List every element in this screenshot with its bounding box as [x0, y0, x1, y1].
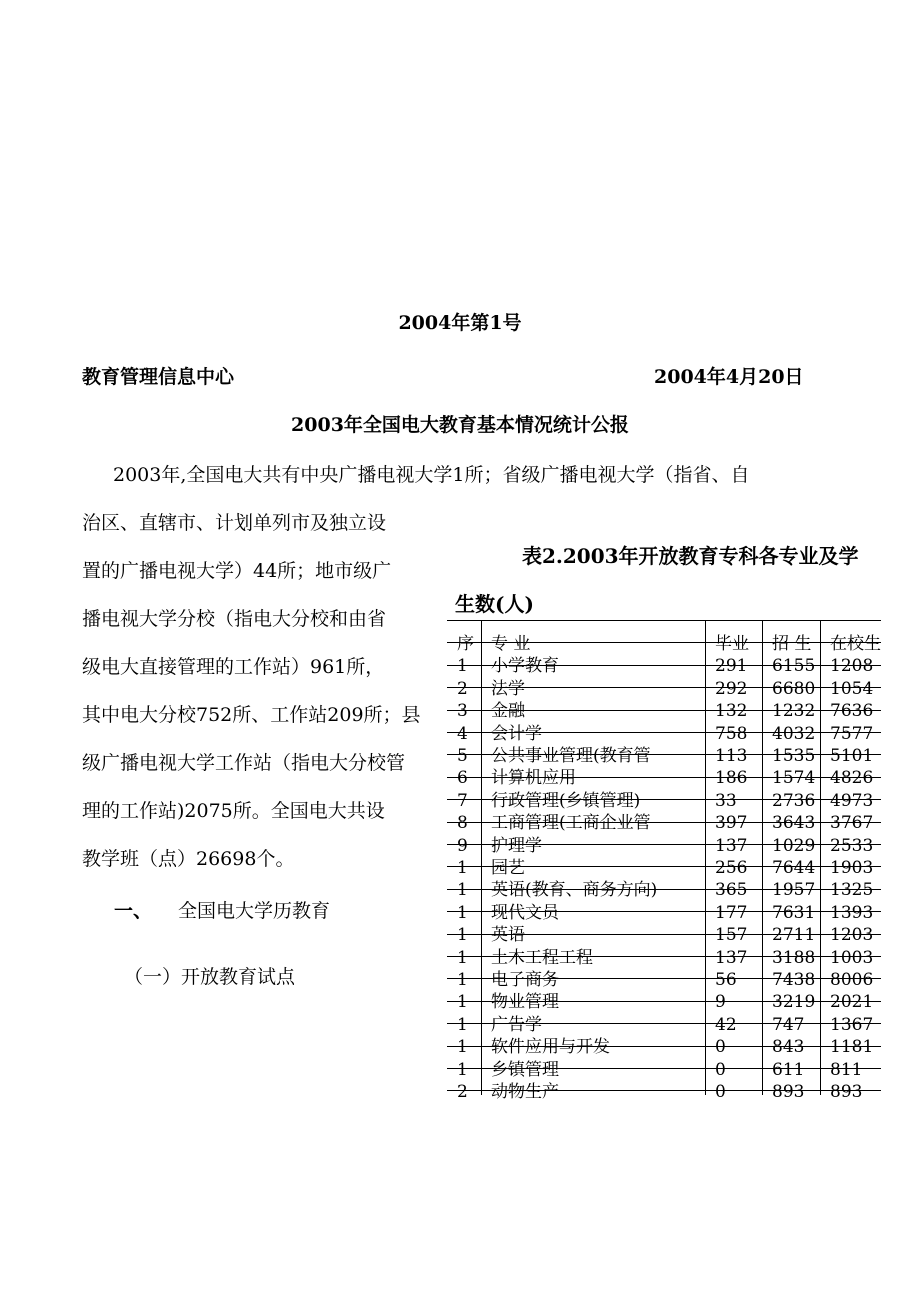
major-name: 园艺 [491, 858, 525, 878]
enrolled: 1029 [772, 835, 816, 856]
section-title: 全国电大学历教育 [178, 900, 331, 922]
graduates: 137 [715, 835, 748, 856]
body-line: 治区、直辖市、计划单列市及独立设 [82, 512, 387, 534]
graduates: 132 [715, 701, 748, 722]
in-school: 4973 [830, 790, 874, 811]
in-school: 3767 [830, 813, 874, 834]
body-line: 理的工作站)2075所。全国电大共设 [82, 800, 385, 822]
table-caption: 表2.2003年开放教育专科各专业及学 [522, 544, 859, 568]
enrolled: 3188 [772, 947, 816, 968]
in-school: 1208 [830, 656, 874, 677]
row-index: 1 [457, 1037, 468, 1058]
in-school: 2021 [830, 992, 874, 1013]
major-name: 行政管理(乡镇管理) [491, 790, 641, 811]
row-index: 6 [457, 768, 468, 789]
major-name: 物业管理 [491, 992, 559, 1013]
row-index: 1 [457, 970, 468, 990]
in-school: 在校生 [830, 634, 881, 654]
row-index: 3 [457, 701, 468, 722]
enrolled: 6680 [772, 678, 816, 699]
enrolled: 611 [772, 1059, 805, 1080]
in-school: 1903 [830, 858, 874, 878]
row-index: 7 [457, 790, 468, 811]
row-index: 2 [457, 1082, 468, 1102]
row-index: 9 [457, 835, 468, 856]
enrolled: 招 生 [772, 634, 812, 654]
major-name: 广告学 [491, 1014, 542, 1035]
table-grid [447, 620, 881, 1095]
major-name: 小学教育 [491, 656, 559, 677]
body-line: 置的广播电视大学）44所；地市级广 [82, 560, 392, 582]
graduates: 397 [715, 813, 748, 834]
row-index: 2 [457, 678, 468, 699]
body-line: 级电大直接管理的工作站）961所， [82, 656, 385, 678]
major-name: 软件应用与开发 [491, 1037, 610, 1058]
enrolled: 3219 [772, 992, 816, 1013]
row-index: 1 [457, 992, 468, 1013]
major-name: 计算机应用 [491, 768, 576, 789]
row-index: 8 [457, 813, 468, 834]
row-index: 1 [457, 1014, 468, 1035]
in-school: 5101 [830, 746, 874, 766]
graduates: 137 [715, 947, 748, 968]
graduates: 56 [715, 970, 737, 990]
enrolled: 1957 [772, 880, 816, 901]
enrolled: 2711 [772, 925, 816, 946]
in-school: 1203 [830, 925, 874, 946]
in-school: 7577 [830, 723, 874, 744]
intro-line: 2003年,全国电大共有中央广播电视大学1所；省级广播电视大学（指省、自 [113, 464, 750, 486]
row-index: 5 [457, 746, 468, 766]
row-index: 序 [457, 634, 474, 654]
enrolled: 1535 [772, 746, 816, 766]
major-name: 公共事业管理(教育管 [491, 746, 651, 766]
row-index: 1 [457, 1059, 468, 1080]
enrolled: 2736 [772, 790, 816, 811]
major-name: 土木工程工程 [491, 947, 593, 968]
body-line: 级广播电视大学工作站（指电大分校管 [82, 752, 406, 774]
graduates: 291 [715, 656, 748, 677]
in-school: 1367 [830, 1014, 874, 1035]
enrolled: 3643 [772, 813, 816, 834]
enrolled: 1574 [772, 768, 816, 789]
in-school: 8006 [830, 970, 874, 990]
body-line: 播电视大学分校（指电大分校和由省 [82, 608, 387, 630]
report-title: 2003年全国电大教育基本情况统计公报 [291, 414, 629, 436]
section-number: 一、 [114, 900, 153, 922]
graduates: 113 [715, 746, 748, 766]
enrolled: 6155 [772, 656, 816, 677]
row-index: 1 [457, 858, 468, 878]
major-name: 乡镇管理 [491, 1059, 559, 1080]
in-school: 1003 [830, 947, 874, 968]
graduates: 42 [715, 1014, 737, 1035]
enrolled: 747 [772, 1014, 805, 1035]
graduates: 186 [715, 768, 748, 789]
in-school: 7636 [830, 701, 874, 722]
major-name: 英语 [491, 925, 525, 946]
in-school: 1325 [830, 880, 874, 901]
publish-date: 2004年4月20日 [654, 366, 804, 388]
graduates: 9 [715, 992, 726, 1013]
in-school: 4826 [830, 768, 874, 789]
graduates: 177 [715, 902, 748, 923]
graduates: 292 [715, 678, 748, 699]
major-name: 专 业 [491, 634, 531, 654]
graduates: 365 [715, 880, 748, 901]
in-school: 811 [830, 1059, 863, 1080]
enrolled: 7644 [772, 858, 816, 878]
graduates: 33 [715, 790, 737, 811]
body-line: 其中电大分校752所、工作站209所；县 [82, 704, 421, 726]
major-name: 会计学 [491, 723, 542, 744]
graduates: 758 [715, 723, 748, 744]
major-name: 动物生产 [491, 1082, 559, 1102]
table-caption-cont: 生数(人) [455, 592, 534, 616]
enrolled: 893 [772, 1082, 805, 1102]
major-name: 工商管理(工商企业管 [491, 813, 651, 834]
row-index: 1 [457, 947, 468, 968]
body-line: 教学班（点）26698个。 [82, 848, 295, 870]
enrolled: 7631 [772, 902, 816, 923]
in-school: 1054 [830, 678, 874, 699]
issue-number: 2004年第1号 [398, 312, 522, 334]
major-name: 护理学 [491, 835, 542, 856]
graduates: 0 [715, 1059, 726, 1080]
major-name: 英语(教育、商务方向) [491, 880, 658, 901]
row-index: 1 [457, 902, 468, 923]
in-school: 893 [830, 1082, 863, 1102]
graduates: 0 [715, 1082, 726, 1102]
graduates: 157 [715, 925, 748, 946]
in-school: 1393 [830, 902, 874, 923]
enrolled: 1232 [772, 701, 816, 722]
subsection-heading: （一）开放教育试点 [124, 966, 296, 988]
organization-name: 教育管理信息中心 [82, 366, 235, 388]
enrolled: 4032 [772, 723, 816, 744]
row-index: 4 [457, 723, 468, 744]
in-school: 2533 [830, 835, 874, 856]
student-table [447, 620, 881, 1102]
in-school: 1181 [830, 1037, 874, 1058]
enrolled: 843 [772, 1037, 805, 1058]
graduates: 0 [715, 1037, 726, 1058]
graduates: 256 [715, 858, 748, 878]
graduates: 毕业 [715, 634, 749, 654]
major-name: 法学 [491, 678, 525, 699]
section-heading-1 [114, 896, 330, 923]
major-name: 现代文员 [491, 902, 559, 923]
row-index: 1 [457, 925, 468, 946]
enrolled: 7438 [772, 970, 816, 990]
row-index: 1 [457, 656, 468, 677]
major-name: 电子商务 [491, 970, 559, 990]
row-index: 1 [457, 880, 468, 901]
major-name: 金融 [491, 701, 525, 722]
